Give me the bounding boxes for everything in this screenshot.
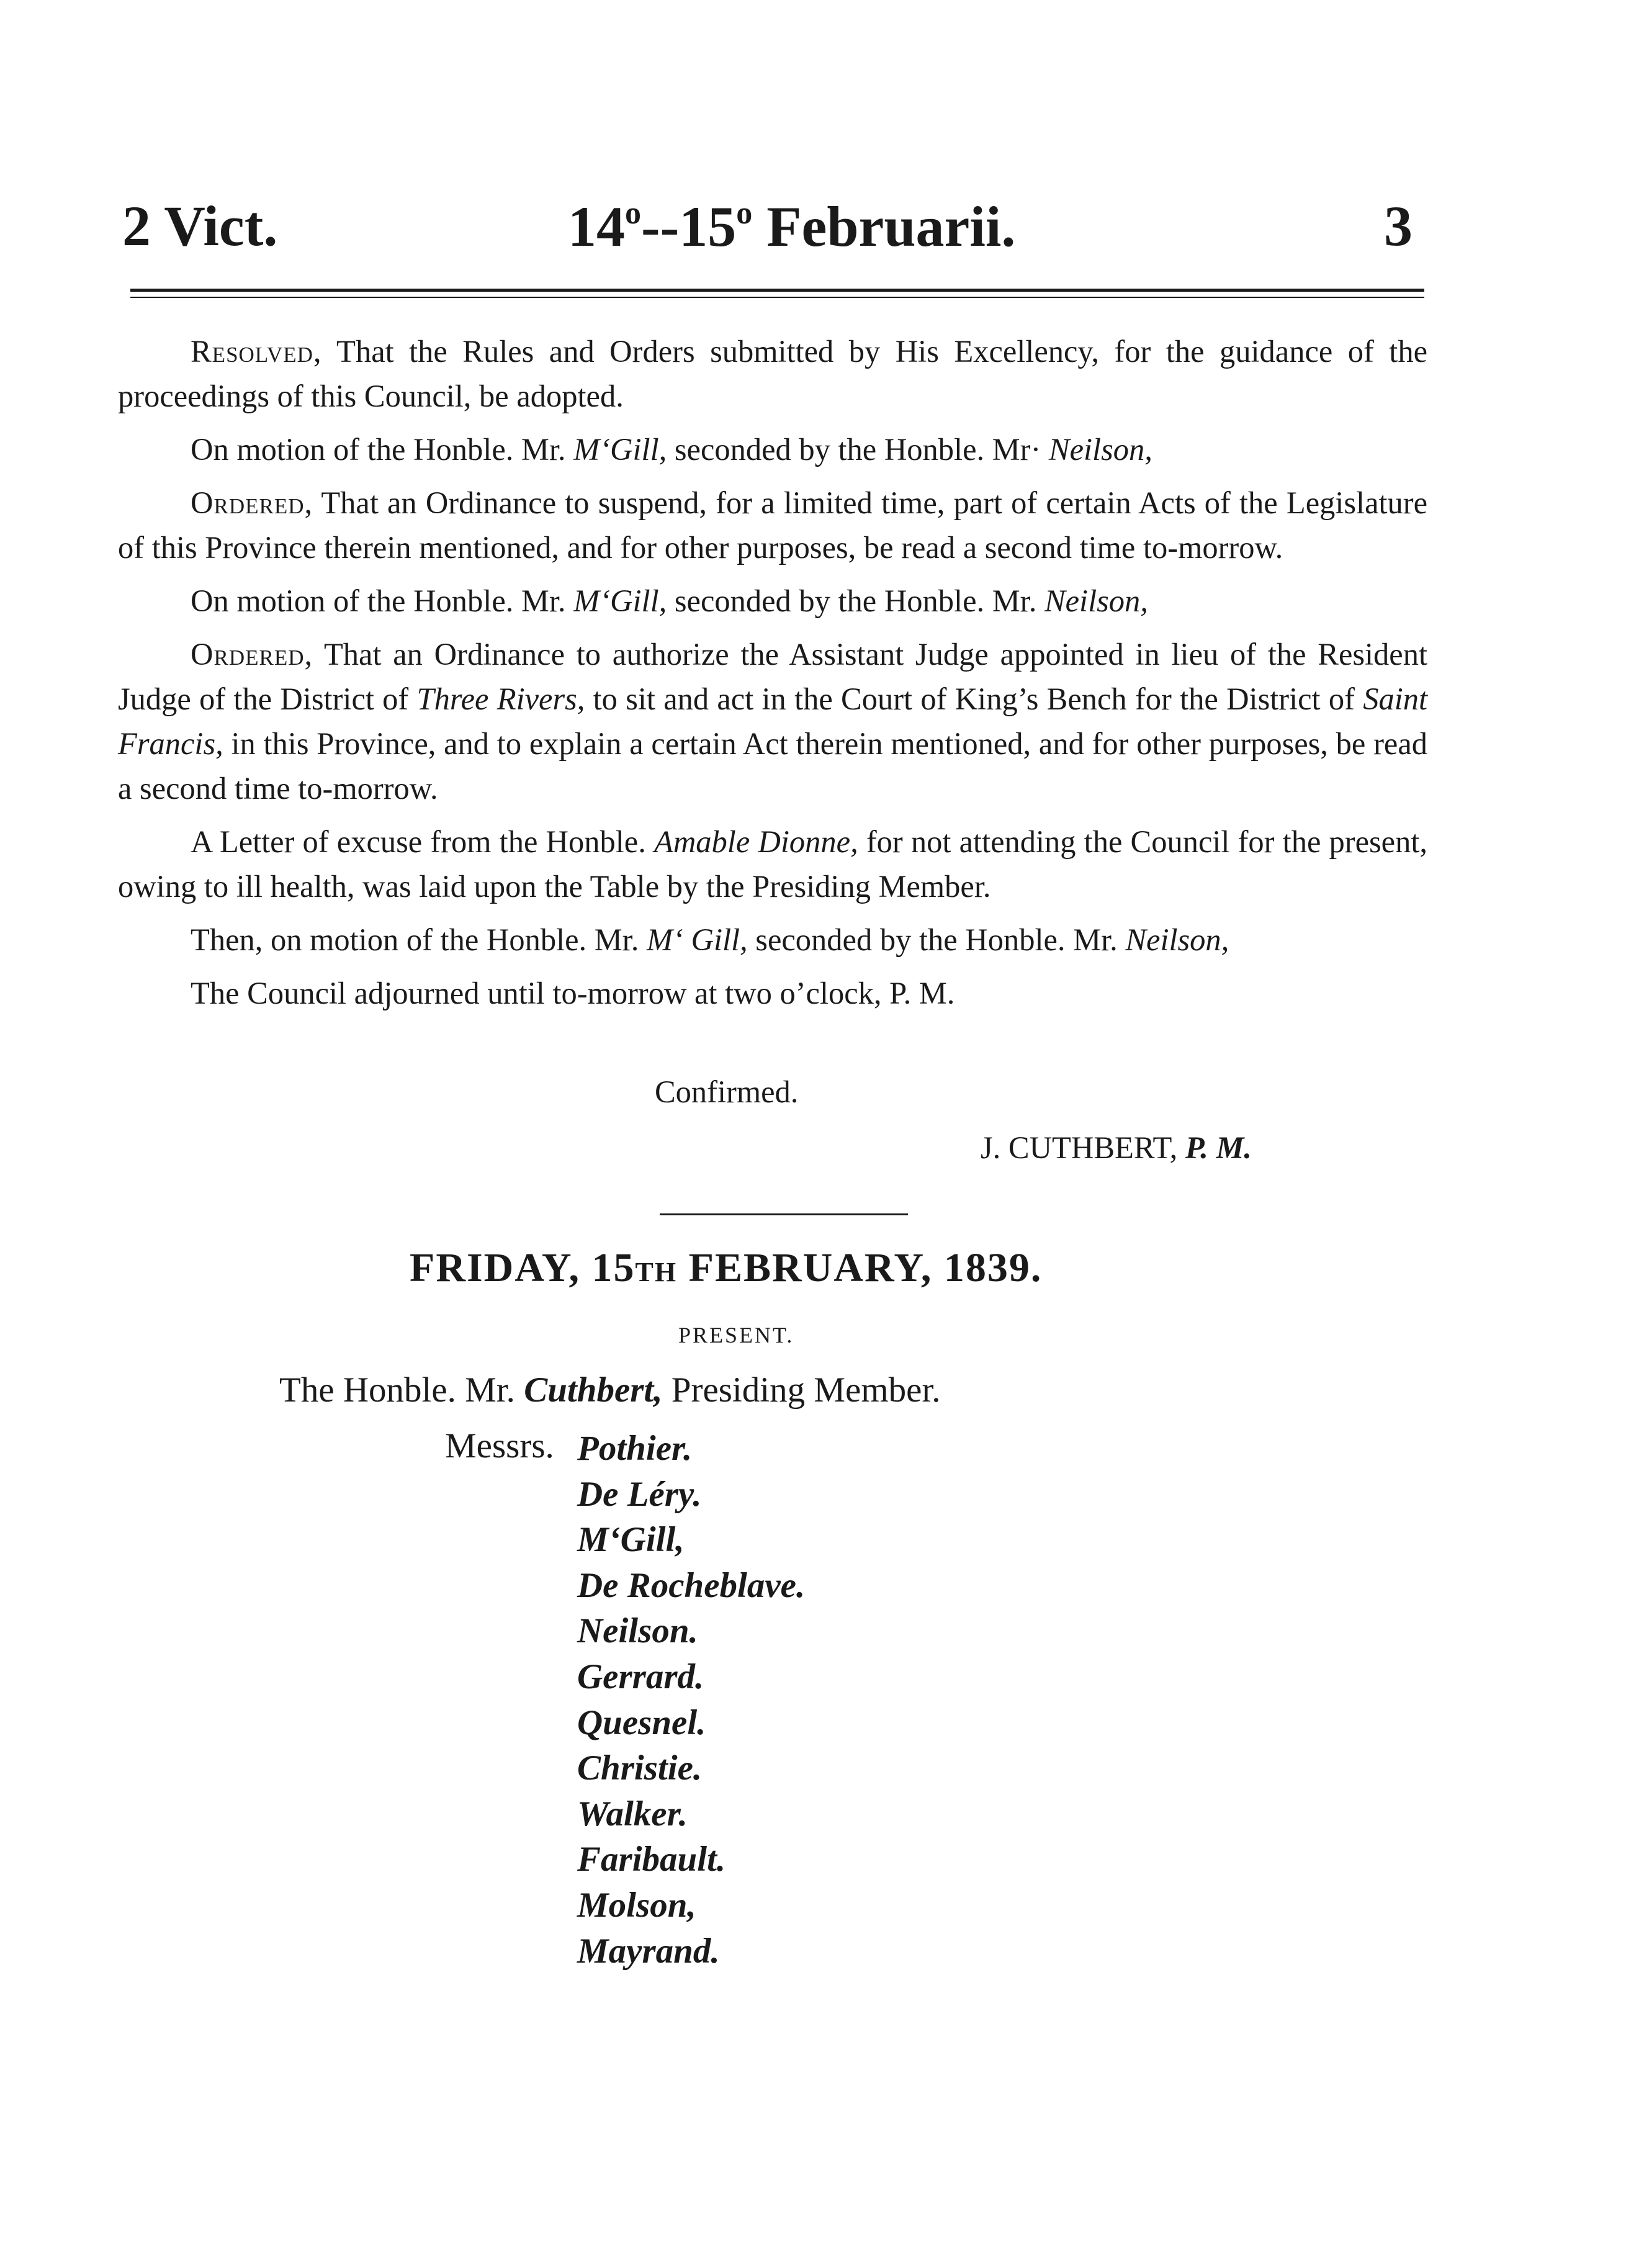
- member-name: Walker.: [577, 1794, 688, 1834]
- paragraph-text: The Council adjourned until to-morrow at two o’clock, P. M.: [191, 976, 955, 1010]
- presiding-member-line: [279, 1370, 941, 1410]
- date-start: 14: [568, 195, 625, 258]
- paragraph-text: A Letter of excuse from the Honble.: [191, 824, 654, 859]
- signature-title: P. M.: [1185, 1130, 1252, 1165]
- members-present-list: [577, 1426, 805, 1974]
- order-paragraph: [118, 632, 1427, 811]
- member-name: De Léry.: [577, 1474, 702, 1514]
- motion-text: seconded by the Honble. Mr.: [747, 922, 1126, 957]
- member-name: Amable Dionne,: [654, 824, 858, 859]
- motion-text: seconded by the Honble. Mr.: [667, 583, 1044, 618]
- heading-ordinal: TH: [635, 1257, 678, 1287]
- member-name: Christie.: [577, 1748, 703, 1788]
- signature-name: J. CUTHBERT,: [981, 1130, 1178, 1165]
- member-name: Gerrard.: [577, 1657, 704, 1696]
- present-label: PRESENT.: [678, 1323, 794, 1348]
- confirmed-label: Confirmed.: [655, 1074, 799, 1109]
- section-divider: [660, 1213, 908, 1215]
- seconder-name: Neilson,: [1125, 922, 1229, 957]
- motion-paragraph: [118, 427, 1427, 472]
- running-head-left: 2 Vict.: [122, 194, 278, 258]
- adjournment-paragraph: [118, 971, 1427, 1015]
- paragraph-text: in this Province, and to explain a certain Act therein mentioned, and for other purposes, be read a second time to-morrow.: [118, 726, 1427, 806]
- signature: [981, 1130, 1252, 1166]
- seconder-name: Neilson,: [1044, 583, 1148, 618]
- mover-name: M‘ Gill,: [646, 922, 748, 957]
- heading-month-year: FEBRUARY, 1839.: [677, 1245, 1043, 1290]
- motion-text: Then, on motion of the Honble. Mr.: [191, 922, 647, 957]
- minutes-body: [118, 329, 1427, 1015]
- member-name: De Rocheblave.: [577, 1565, 806, 1605]
- paragraph-text: to sit and act in the Court of King’s Bench for the District of: [585, 682, 1363, 716]
- date-end: --15: [641, 195, 737, 258]
- paragraph-lead: Ordered,: [191, 637, 313, 672]
- motion-paragraph: [118, 578, 1427, 623]
- presiding-text: The Honble. Mr.: [279, 1370, 524, 1410]
- order-paragraph: [118, 480, 1427, 570]
- paragraph-text: That an Ordinance to authorize the Assistant Judge appointed in lieu of the Resident Judge of the District of: [118, 637, 1427, 716]
- date-end-ordinal: o: [736, 196, 753, 231]
- member-name: Quesnel.: [577, 1703, 706, 1742]
- presiding-text: Presiding Member.: [662, 1370, 941, 1410]
- mover-name: M‘Gill,: [573, 432, 667, 467]
- member-name: Molson,: [577, 1885, 696, 1925]
- presiding-name: Cuthbert,: [524, 1370, 663, 1410]
- motion-text: On motion of the Honble. Mr.: [191, 583, 574, 618]
- paragraph-lead: Ordered,: [191, 485, 313, 520]
- motion-text: seconded by the Honble. Mr·: [667, 432, 1049, 467]
- place-name: Saint Francis,: [118, 682, 1427, 761]
- heading-date: FRIDAY, 15: [410, 1245, 636, 1290]
- sitting-date-heading: [410, 1244, 1042, 1292]
- letter-paragraph: [118, 819, 1427, 909]
- date-month: Februarii.: [752, 195, 1016, 258]
- motion-paragraph: [118, 917, 1427, 962]
- member-name: Mayrand.: [577, 1931, 720, 1971]
- paragraph-text: That the Rules and Orders submitted by His Excellency, for the guidance of the proceedings of this Council, be adopted.: [118, 334, 1427, 413]
- mover-name: M‘Gill,: [573, 583, 667, 618]
- date-start-ordinal: o: [625, 196, 641, 231]
- messrs-label: Messrs.: [445, 1426, 554, 1465]
- running-head-date: [568, 195, 1016, 258]
- paragraph-text: for not attending the Council for the present, owing to ill health, was laid upon the Table by the Presiding Member.: [118, 824, 1427, 904]
- seconder-name: Neilson,: [1048, 432, 1152, 467]
- header-rule-thin: [130, 297, 1424, 298]
- member-name: M‘Gill,: [577, 1520, 685, 1560]
- place-name: Three Rivers,: [416, 682, 585, 716]
- member-name: Faribault.: [577, 1840, 726, 1879]
- motion-text: On motion of the Honble. Mr.: [191, 432, 574, 467]
- page-number: 3: [1384, 194, 1413, 258]
- member-name: Neilson.: [577, 1611, 698, 1651]
- paragraph-lead: Resolved,: [191, 334, 322, 369]
- paragraph-text: That an Ordinance to suspend, for a limited time, part of certain Acts of the Legislature of this Province therein mentioned, and for other purposes, be read a second time to-morrow.: [118, 485, 1427, 565]
- header-rule-thick: [130, 289, 1424, 292]
- resolution-paragraph: [118, 329, 1427, 418]
- member-name: Pothier.: [577, 1429, 693, 1468]
